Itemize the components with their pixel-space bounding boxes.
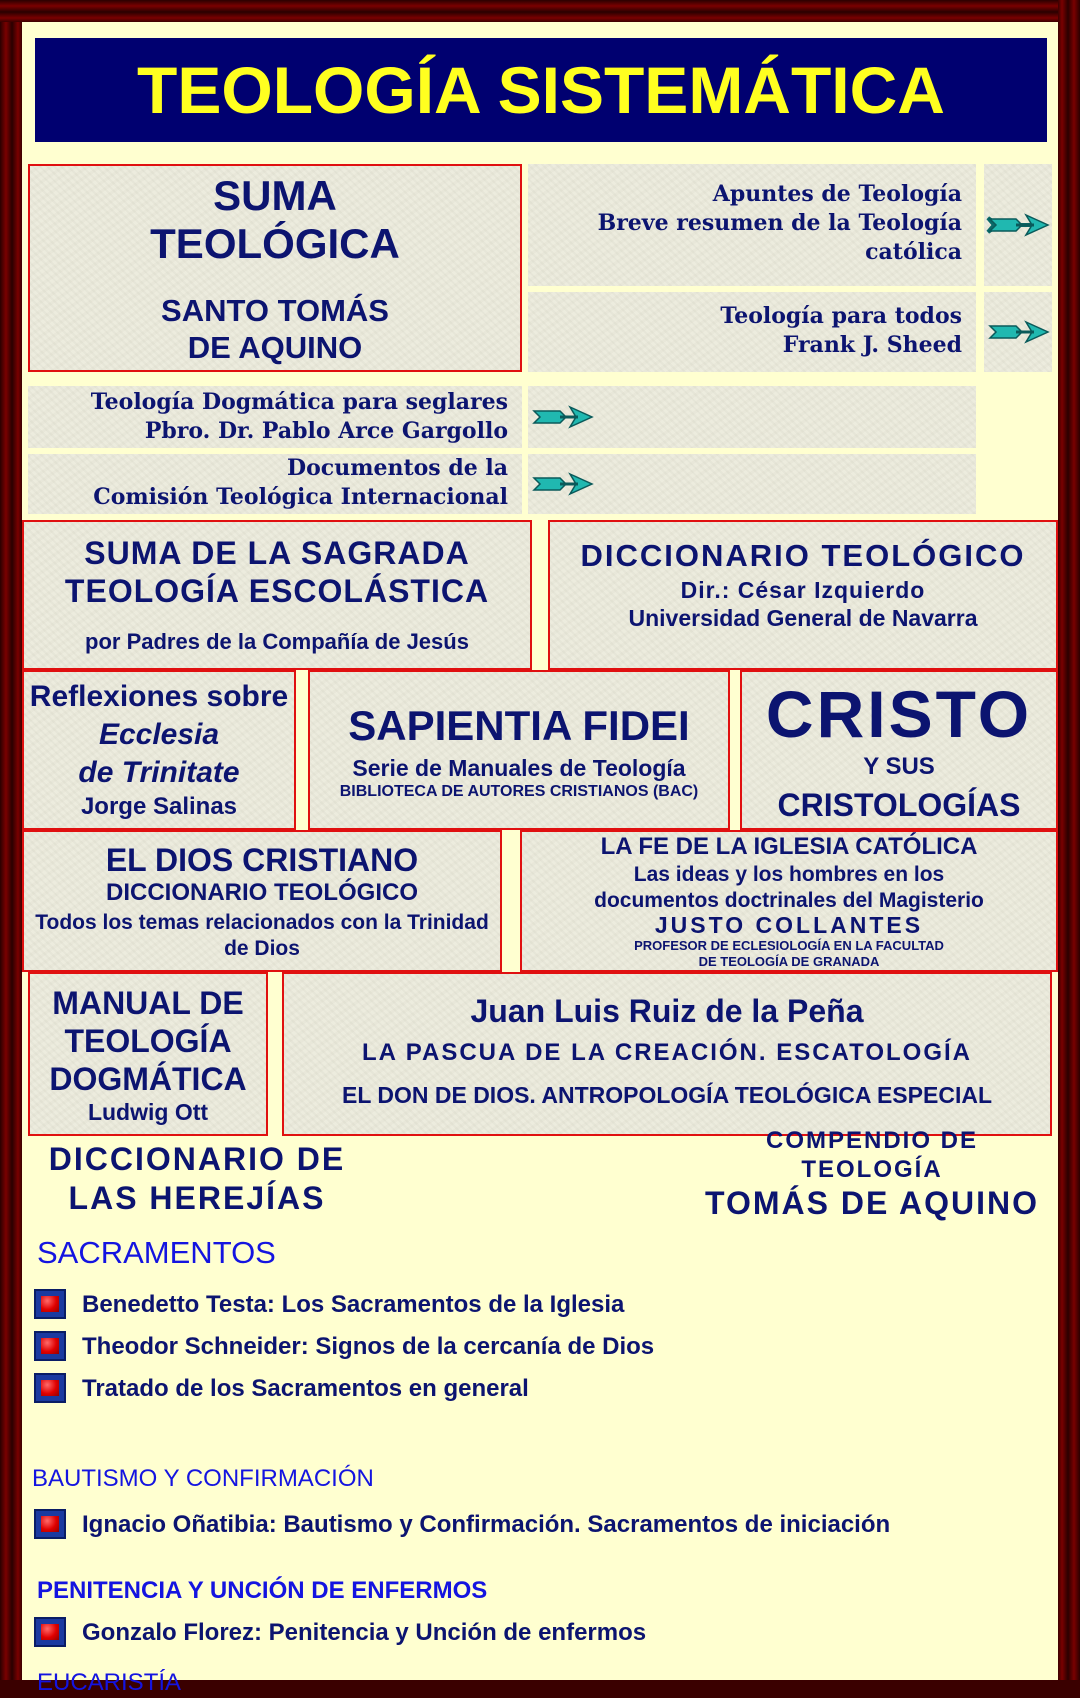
red-square-bullet-icon — [34, 1373, 66, 1403]
ruiz-de-la-pena-link[interactable] — [282, 972, 1052, 1136]
diccionario-line2: Dir.: César Izquierdo — [680, 577, 926, 603]
diccionario-line3: Universidad General de Navarra — [628, 605, 978, 631]
sheed-line2: Frank J. Sheed — [782, 332, 962, 358]
teologia-dogmatica-seglares-link[interactable] — [28, 386, 522, 448]
fe-line5: PROFESOR DE ECLESIOLOGÍA EN LA FACULTAD — [634, 938, 944, 953]
fe-line1: LA FE DE LA IGLESIA CATÓLICA — [600, 833, 978, 860]
sheed-line1: Teología para todos — [720, 303, 962, 329]
ruiz-line3: EL DON DE DIOS. ANTROPOLOGÍA TEOLÓGICA ESPECIAL — [341, 1082, 992, 1108]
fe-line2: Las ideas y los hombres en los — [633, 863, 945, 886]
sapientia-line2: Serie de Manuales de Teología — [352, 755, 686, 781]
page-title: TEOLOGÍA SISTEMÁTICA — [35, 38, 1047, 142]
page-frame-top — [0, 0, 1080, 22]
cristo-line2: Y SUS — [863, 753, 935, 780]
apuntes-line3: católica — [865, 239, 962, 265]
cristo-link[interactable] — [740, 670, 1058, 830]
list-item-link[interactable]: Gonzalo Florez: Penitencia y Unción de enfermos — [82, 1619, 647, 1646]
arrow-icon — [986, 209, 1050, 241]
ruiz-line1: Juan Luis Ruiz de la Peña — [470, 993, 864, 1029]
suma-escolastica-link[interactable] — [22, 520, 532, 670]
list-item-link[interactable]: Theodor Schneider: Signos de la cercanía de Dios — [82, 1333, 655, 1360]
dios-cristiano-link[interactable] — [22, 830, 502, 972]
teologia-para-todos-link[interactable] — [528, 292, 976, 372]
diccionario-line1: DICCIONARIO TEOLÓGICO — [580, 538, 1026, 573]
suma-author-line1: SANTO TOMÁS — [161, 293, 389, 328]
herejias-line1: DICCIONARIO DE — [48, 1141, 346, 1177]
compendio-line1: COMPENDIO DE — [765, 1127, 978, 1154]
suma-title-line2: TEOLÓGICA — [150, 220, 400, 267]
arrow-icon — [986, 316, 1050, 348]
section-heading-bautismo: BAUTISMO Y CONFIRMACIÓN — [32, 1465, 374, 1492]
section-heading-penitencia: PENITENCIA Y UNCIÓN DE ENFERMOS — [37, 1577, 488, 1604]
fe-iglesia-link[interactable] — [520, 830, 1058, 972]
fe-line6: DE TEOLOGÍA DE GRANADA — [698, 954, 880, 969]
dogmatica-line2: Pbro. Dr. Pablo Arce Gargollo — [144, 418, 508, 444]
diccionario-herejias-link[interactable] — [22, 1140, 372, 1224]
manual-line2: TEOLOGÍA — [64, 1023, 232, 1059]
dogmatica-arrow-button[interactable] — [528, 386, 976, 448]
cti-line2: Comisión Teológica Internacional — [93, 484, 508, 510]
sapientia-line1: SAPIENTIA FIDEI — [348, 702, 690, 749]
dios-line1: EL DIOS CRISTIANO — [105, 842, 419, 878]
red-square-bullet-icon — [34, 1509, 66, 1539]
arrow-icon — [530, 401, 594, 433]
apuntes-teologia-link[interactable] — [528, 164, 976, 286]
list-item-link[interactable]: Tratado de los Sacramentos en general — [82, 1375, 529, 1402]
compendio-line2: TEOLOGÍA — [801, 1156, 943, 1183]
sheed-arrow-button[interactable] — [984, 292, 1052, 372]
cristo-line1: CRISTO — [765, 677, 1033, 751]
suma-title-line1: SUMA — [213, 172, 337, 219]
page-content — [22, 22, 1058, 1696]
reflexiones-line3: de Trinitate — [78, 756, 240, 789]
compendio-teologia-link[interactable] — [682, 1126, 1062, 1236]
arrow-icon — [530, 468, 594, 500]
section-heading-eucaristia: EUCARISTÍA — [37, 1669, 182, 1696]
fe-line3: documentos doctrinales del Magisterio — [594, 889, 984, 912]
herejias-line2: LAS HEREJÍAS — [68, 1180, 326, 1216]
apuntes-line2: Breve resumen de la Teología — [597, 210, 962, 236]
manual-line1: MANUAL DE — [52, 985, 244, 1021]
reflexiones-line1: Reflexiones sobre — [29, 680, 289, 713]
apuntes-arrow-button[interactable] — [984, 164, 1052, 286]
cti-arrow-button[interactable] — [528, 454, 976, 514]
list-item-link[interactable]: Benedetto Testa: Los Sacramentos de la Iglesia — [82, 1291, 625, 1318]
list-item[interactable] — [34, 1508, 994, 1542]
red-square-bullet-icon — [34, 1331, 66, 1361]
compendio-line3: TOMÁS DE AQUINO — [704, 1185, 1039, 1221]
fe-line4: JUSTO COLLANTES — [654, 912, 924, 938]
ruiz-line2: LA PASCUA DE LA CREACIÓN. ESCATOLOGÍA — [361, 1039, 972, 1066]
red-square-bullet-icon — [34, 1617, 66, 1647]
documentos-cti-link[interactable] — [28, 454, 522, 514]
manual-teologia-link[interactable] — [28, 972, 268, 1136]
list-item-link[interactable]: Ignacio Oñatibia: Bautismo y Confirmación. Sacramentos de iniciación — [82, 1511, 891, 1538]
red-square-bullet-icon — [34, 1289, 66, 1319]
manual-line3: DOGMÁTICA — [49, 1061, 247, 1097]
section-heading-sacramentos: SACRAMENTOS — [37, 1235, 276, 1270]
cristo-line3: CRISTOLOGÍAS — [777, 787, 1021, 823]
dogmatica-line1: Teología Dogmática para seglares — [90, 389, 508, 415]
dios-line4: de Dios — [224, 937, 300, 960]
page-frame-right — [1058, 0, 1080, 1680]
list-item[interactable] — [34, 1288, 734, 1322]
dios-line2: DICCIONARIO TEOLÓGICO — [106, 879, 418, 906]
cti-line1: Documentos de la — [287, 455, 508, 481]
escolastica-line2: TEOLOGÍA ESCOLÁSTICA — [64, 573, 490, 609]
escolastica-line3: por Padres de la Compañía de Jesús — [85, 629, 469, 654]
suma-teologica-link[interactable] — [28, 164, 522, 372]
suma-author-line2: DE AQUINO — [187, 330, 363, 365]
manual-line4: Ludwig Ott — [87, 1099, 209, 1125]
sapientia-line3: BIBLIOTECA DE AUTORES CRISTIANOS (BAC) — [339, 783, 699, 800]
escolastica-line1: SUMA DE LA SAGRADA — [84, 535, 470, 571]
list-item[interactable] — [34, 1372, 734, 1406]
reflexiones-link[interactable] — [22, 670, 296, 830]
sapientia-fidei-link[interactable] — [308, 670, 730, 830]
list-item[interactable] — [34, 1330, 734, 1364]
apuntes-line1: Apuntes de Teología — [712, 181, 962, 207]
list-item[interactable] — [34, 1616, 734, 1650]
reflexiones-line4: Jorge Salinas — [80, 793, 238, 820]
diccionario-teologico-link[interactable] — [548, 520, 1058, 670]
dios-line3: Todos los temas relacionados con la Trinidad — [35, 911, 489, 934]
reflexiones-line2: Ecclesia — [98, 718, 220, 751]
